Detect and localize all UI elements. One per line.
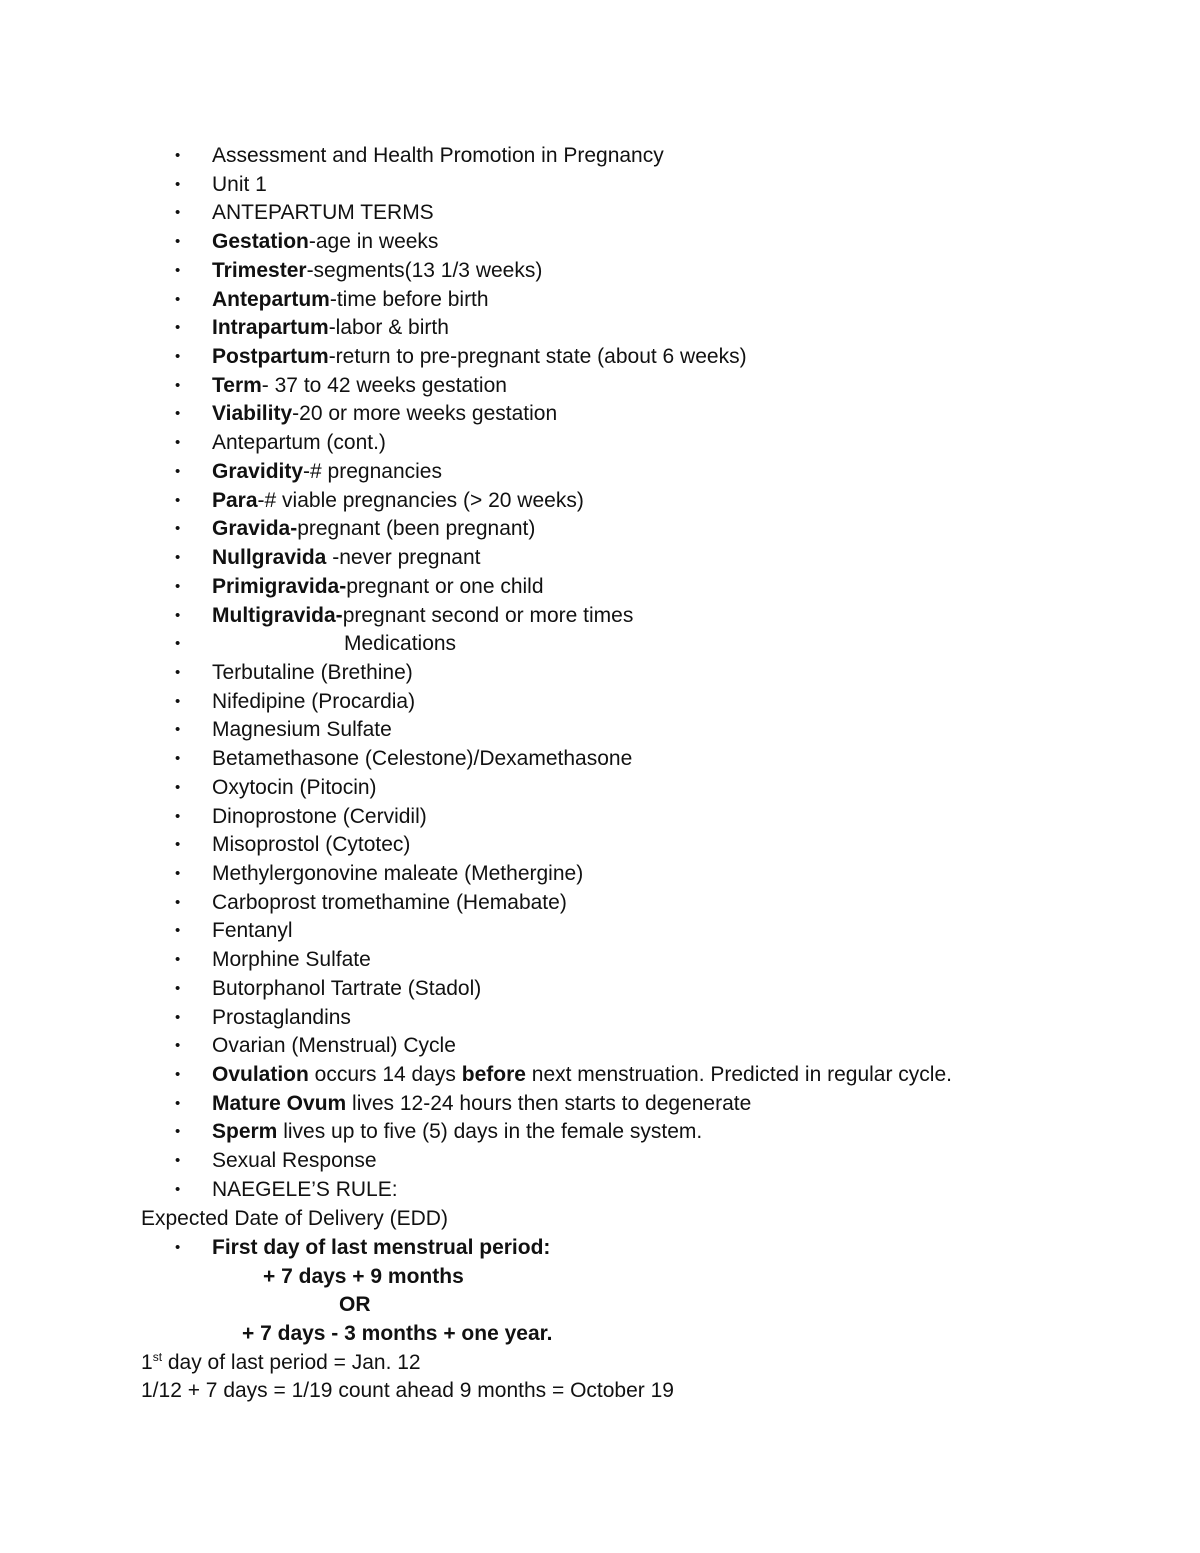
list-item <box>0 803 1200 832</box>
term-bold: Trimester <box>212 258 307 282</box>
term-definition: Carboprost tromethamine (Hemabate) <box>212 890 567 914</box>
list-item-text <box>212 831 410 860</box>
term-definition: -age in weeks <box>308 230 439 254</box>
list-item-text <box>212 400 557 429</box>
bullet-icon: • <box>175 261 181 279</box>
list-item <box>0 1118 1200 1147</box>
term-definition: lives up to five (5) days in the female system. <box>277 1120 703 1144</box>
list-item-text <box>212 1032 456 1061</box>
bullet-icon: • <box>175 606 181 624</box>
term-definition: Prostaglandins <box>212 1005 351 1029</box>
example-line-1 <box>141 1349 421 1378</box>
list-item <box>0 544 1200 573</box>
list-item-text <box>212 1061 952 1090</box>
term-definition-2: next menstruation. Predicted in regular cycle. <box>525 1063 952 1086</box>
term-definition: Methylergonovine maleate (Methergine) <box>212 861 584 885</box>
bullet-icon: • <box>175 1239 181 1256</box>
list-item <box>0 630 1200 659</box>
bullet-icon: • <box>175 893 181 911</box>
term-definition: pregnant second or more times <box>342 603 634 627</box>
bullet-icon: • <box>175 491 181 509</box>
list-item <box>0 142 1200 171</box>
list-item <box>0 1061 1200 1090</box>
bullet-icon: • <box>175 979 181 997</box>
term-definition: Butorphanol Tartrate (Stadol) <box>212 976 482 1000</box>
bullet-icon: • <box>175 1008 181 1026</box>
list-item <box>0 1147 1200 1176</box>
list-item-text <box>212 716 392 745</box>
list-item <box>0 372 1200 401</box>
list-item-text <box>212 975 481 1004</box>
term-bold: Multigravida- <box>212 603 343 627</box>
list-item-text <box>212 860 583 889</box>
term-bold: Gravidity <box>212 459 304 483</box>
term-definition: -never pregnant <box>326 546 481 570</box>
bullet-icon: • <box>175 692 181 710</box>
bullet-icon: • <box>175 577 181 595</box>
term-definition: Fentanyl <box>212 919 293 943</box>
list-item <box>0 745 1200 774</box>
term-definition: occurs 14 days <box>308 1063 462 1086</box>
list-item-text <box>212 515 535 544</box>
term-definition: -labor & birth <box>328 316 449 340</box>
list-item-text <box>212 1118 702 1147</box>
term-bold-2: before <box>461 1063 526 1086</box>
list-item-text <box>212 659 413 688</box>
list-item <box>0 199 1200 228</box>
list-item <box>0 946 1200 975</box>
term-bold: Nullgravida <box>212 546 327 570</box>
formula-or: OR <box>339 1293 371 1316</box>
list-item <box>0 171 1200 200</box>
term-bold: Viability <box>212 402 293 426</box>
term-bold: Mature Ovum <box>212 1091 347 1115</box>
list-item <box>0 257 1200 286</box>
bullet-icon: • <box>175 520 181 538</box>
list-item <box>0 659 1200 688</box>
example-line-2: 1/12 + 7 days = 1/19 count ahead 9 months = October 19 <box>141 1379 674 1402</box>
list-item <box>0 774 1200 803</box>
bullet-icon: • <box>175 175 181 193</box>
term-bold: Intrapartum <box>212 316 329 340</box>
list-item <box>0 1004 1200 1033</box>
bullet-icon: • <box>175 864 181 882</box>
list-item-text <box>212 228 438 257</box>
bullet-icon: • <box>175 1152 181 1170</box>
bullet-icon: • <box>175 778 181 796</box>
bullet-list <box>0 142 1200 1205</box>
list-item-text <box>212 314 449 343</box>
list-item-text <box>212 286 489 315</box>
list-item-text <box>212 688 415 717</box>
list-item <box>0 458 1200 487</box>
term-definition: -return to pre-pregnant state (about 6 weeks) <box>328 345 747 369</box>
list-item <box>0 975 1200 1004</box>
list-item <box>0 1090 1200 1119</box>
list-item-text <box>212 171 267 200</box>
term-definition: Morphine Sulfate <box>212 948 371 972</box>
example-line-1-sup: st <box>152 1350 163 1364</box>
term-definition: Antepartum (cont.) <box>212 431 386 455</box>
first-day-bullet <box>0 1234 1200 1263</box>
term-definition: Oxytocin (Pitocin) <box>212 775 377 799</box>
list-item-text <box>212 458 442 487</box>
term-definition: Ovarian (Menstrual) Cycle <box>212 1034 456 1058</box>
bullet-icon: • <box>175 1123 181 1141</box>
term-definition: pregnant or one child <box>346 574 544 598</box>
list-item-text <box>212 429 386 458</box>
list-item-text <box>212 544 480 573</box>
edd-label: Expected Date of Delivery (EDD) <box>141 1207 448 1230</box>
list-item-text <box>212 745 632 774</box>
term-bold: Primigravida- <box>212 574 347 598</box>
list-item-text <box>212 803 427 832</box>
bullet-icon: • <box>175 1037 181 1055</box>
bullet-icon: • <box>175 951 181 969</box>
list-item <box>0 716 1200 745</box>
bullet-icon: • <box>175 376 181 394</box>
list-item <box>0 343 1200 372</box>
example-line-1-prefix: 1 <box>141 1351 153 1374</box>
list-item <box>0 515 1200 544</box>
list-item <box>0 1032 1200 1061</box>
list-item-text <box>212 1147 377 1176</box>
bullet-icon: • <box>175 462 181 480</box>
bullet-icon: • <box>175 147 181 164</box>
term-definition: pregnant (been pregnant) <box>297 517 536 541</box>
list-item <box>0 688 1200 717</box>
term-definition: -# viable pregnancies (> 20 weeks) <box>257 488 584 512</box>
example-line-1-suffix: day of last period = Jan. 12 <box>162 1351 421 1374</box>
list-item-text <box>212 257 542 286</box>
list-item-text <box>344 630 456 659</box>
term-bold: Postpartum <box>212 345 329 369</box>
list-item <box>0 860 1200 889</box>
bullet-icon: • <box>175 290 181 308</box>
list-item <box>0 400 1200 429</box>
term-bold: Sperm <box>212 1120 278 1144</box>
bullet-icon: • <box>175 721 181 739</box>
term-definition: -20 or more weeks gestation <box>292 402 558 426</box>
term-bold: Gestation <box>212 230 309 254</box>
list-item <box>0 286 1200 315</box>
bullet-icon: • <box>175 807 181 825</box>
bullet-icon: • <box>175 635 181 653</box>
list-item <box>0 228 1200 257</box>
list-item-text <box>212 343 747 372</box>
term-bold: Gravida- <box>212 517 298 541</box>
list-item-text <box>212 602 633 631</box>
term-definition: -segments(13 1/3 weeks) <box>306 258 543 282</box>
bullet-icon: • <box>175 836 181 854</box>
bullet-icon: • <box>175 1066 181 1083</box>
formula-line-1: + 7 days + 9 months <box>263 1265 464 1288</box>
formula-line-2: + 7 days - 3 months + one year. <box>242 1322 553 1345</box>
term-bold: Ovulation <box>212 1063 309 1086</box>
term-bold: Antepartum <box>212 287 330 311</box>
list-item <box>0 429 1200 458</box>
term-definition: NAEGELE’S RULE: <box>212 1177 398 1201</box>
list-item <box>0 917 1200 946</box>
list-item <box>0 602 1200 631</box>
list-item-text <box>212 917 293 946</box>
term-definition: lives 12-24 hours then starts to degenerate <box>346 1091 752 1115</box>
term-bold: Term <box>212 373 262 397</box>
term-definition: -time before birth <box>329 287 489 311</box>
term-definition: Terbutaline (Brethine) <box>212 660 413 684</box>
list-item <box>0 314 1200 343</box>
list-item <box>0 889 1200 918</box>
list-item-text <box>212 372 507 401</box>
bullet-icon: • <box>175 434 181 452</box>
list-item-text <box>212 142 664 171</box>
term-bold: Para <box>212 488 258 512</box>
list-item-text <box>212 889 567 918</box>
list-item-text <box>212 1176 398 1205</box>
list-item <box>0 1176 1200 1205</box>
list-item-text <box>212 199 434 228</box>
bullet-icon: • <box>175 1180 181 1198</box>
bullet-icon: • <box>175 922 181 940</box>
term-definition: Misoprostol (Cytotec) <box>212 833 411 857</box>
bullet-icon: • <box>175 204 181 222</box>
term-definition: Betamethasone (Celestone)/Dexamethasone <box>212 747 633 771</box>
list-item-text <box>212 946 371 975</box>
list-item-text <box>212 573 544 602</box>
term-definition: - 37 to 42 weeks gestation <box>261 373 507 397</box>
list-item-text <box>212 774 377 803</box>
term-definition: Nifedipine (Procardia) <box>212 689 416 713</box>
bullet-icon: • <box>175 405 181 423</box>
list-item-text <box>212 1090 751 1119</box>
term-definition: Magnesium Sulfate <box>212 718 392 742</box>
term-definition: Sexual Response <box>212 1149 377 1173</box>
term-definition: Medications <box>344 632 457 656</box>
bullet-icon: • <box>175 750 181 768</box>
bullet-icon: • <box>175 549 181 567</box>
bullet-icon: • <box>175 348 181 366</box>
term-definition: Assessment and Health Promotion in Pregnancy <box>212 144 664 167</box>
term-definition: -# pregnancies <box>303 459 442 483</box>
list-item-text <box>212 1004 351 1033</box>
list-item <box>0 487 1200 516</box>
bullet-icon: • <box>175 663 181 681</box>
first-day-label: First day of last menstrual period: <box>212 1236 551 1259</box>
term-definition: Unit 1 <box>212 172 267 196</box>
term-definition: Dinoprostone (Cervidil) <box>212 804 427 828</box>
bullet-icon: • <box>175 233 181 251</box>
bullet-icon: • <box>175 1094 181 1112</box>
bullet-icon: • <box>175 319 181 337</box>
list-item <box>0 573 1200 602</box>
list-item <box>0 831 1200 860</box>
term-definition: ANTEPARTUM TERMS <box>212 201 434 225</box>
list-item-text <box>212 487 584 516</box>
